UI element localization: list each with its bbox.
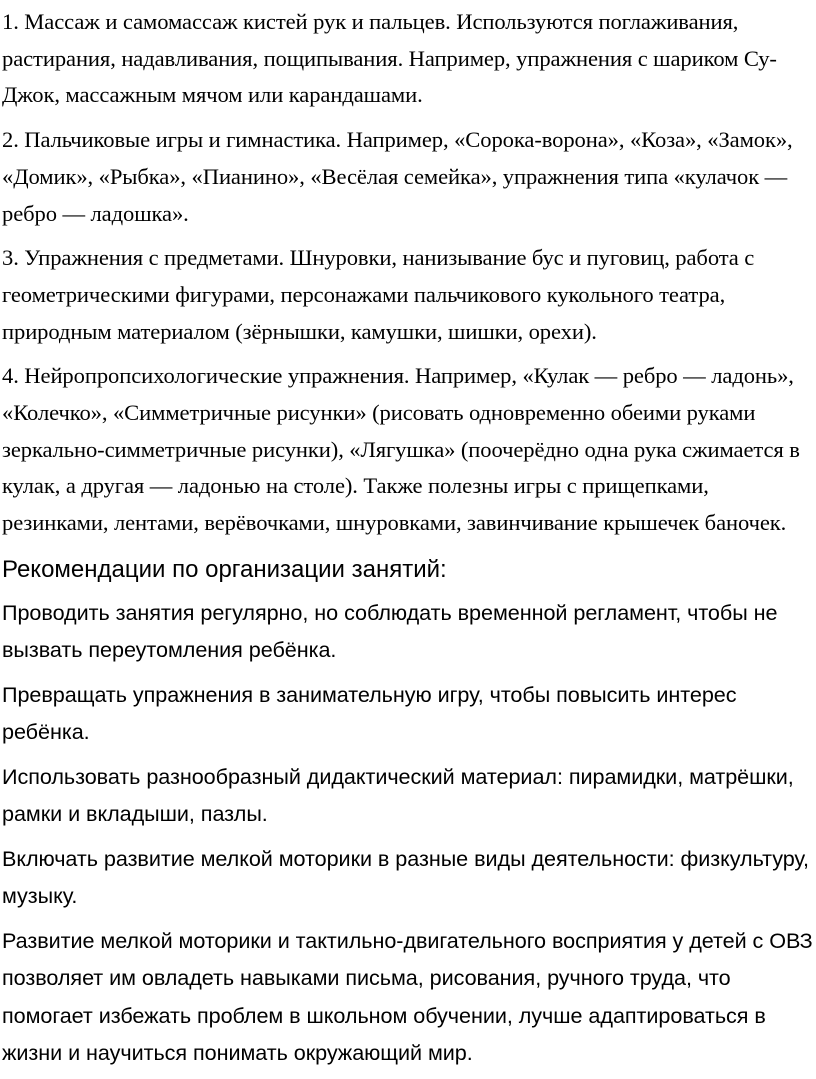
section-heading: Рекомендации по организации занятий: xyxy=(2,555,447,583)
recommendation-activities: Включать развитие мелкой моторики в разные виды деятельности: физкультуру, музыку. xyxy=(2,845,809,909)
recommendation-regularity: Проводить занятия регулярно, но соблюдать временной регламент, чтобы не вызвать переутомления ребёнка. xyxy=(2,599,778,663)
list-item-finger-games: 2. Пальчиковые игры и гимнастика. Например, «Сорока-ворона», «Коза», «Замок», «Домик», «Рыбка», «Пианино», «Весёлая семейка», упражнения типа «кулачок — ребро — ладошка». xyxy=(2,127,793,226)
list-item-neuro-exercises: 4. Нейропропсихологические упражнения. Например, «Кулак — ребро — ладонь», «Колечко», «Симметричные рисунки» (рисовать одновременно обеими руками зеркально-симметричные рисунки), «Лягушка» (поочерёдно одна рука сжимается в кулак, а другая — ладонью на столе). Также полезны игры с прищепками, резинками, лентами, верёвочками, шнуровками, завинчивание крышечек баночек. xyxy=(2,363,800,536)
recommendation-game: Превращать упражнения в занимательную игру, чтобы повысить интерес ребёнка. xyxy=(2,681,737,745)
list-item-massage: 1. Массаж и самомассаж кистей рук и пальцев. Используются поглаживания, растирания, надавливания, пощипывания. Например, упражнения с шариком Су-Джок, массажным мячом или карандашами. xyxy=(2,9,777,108)
recommendation-materials: Использовать разнообразный дидактический материал: пирамидки, матрёшки, рамки и вкладыши, пазлы. xyxy=(2,763,794,827)
list-item-objects: 3. Упражнения с предметами. Шнуровки, нанизывание бус и пуговиц, работа с геометрическими фигурами, персонажами пальчикового кукольного театра, природным материалом (зёрнышки, камушки, шишки, орехи). xyxy=(2,245,755,344)
conclusion-paragraph: Развитие мелкой моторики и тактильно-двигательного восприятия у детей с ОВЗ позволяет им овладеть навыками письма, рисования, ручного труда, что помогает избежать проблем в школьном обучении, лучше адаптироваться в жизни и научиться понимать окружающий мир. xyxy=(2,927,813,1066)
